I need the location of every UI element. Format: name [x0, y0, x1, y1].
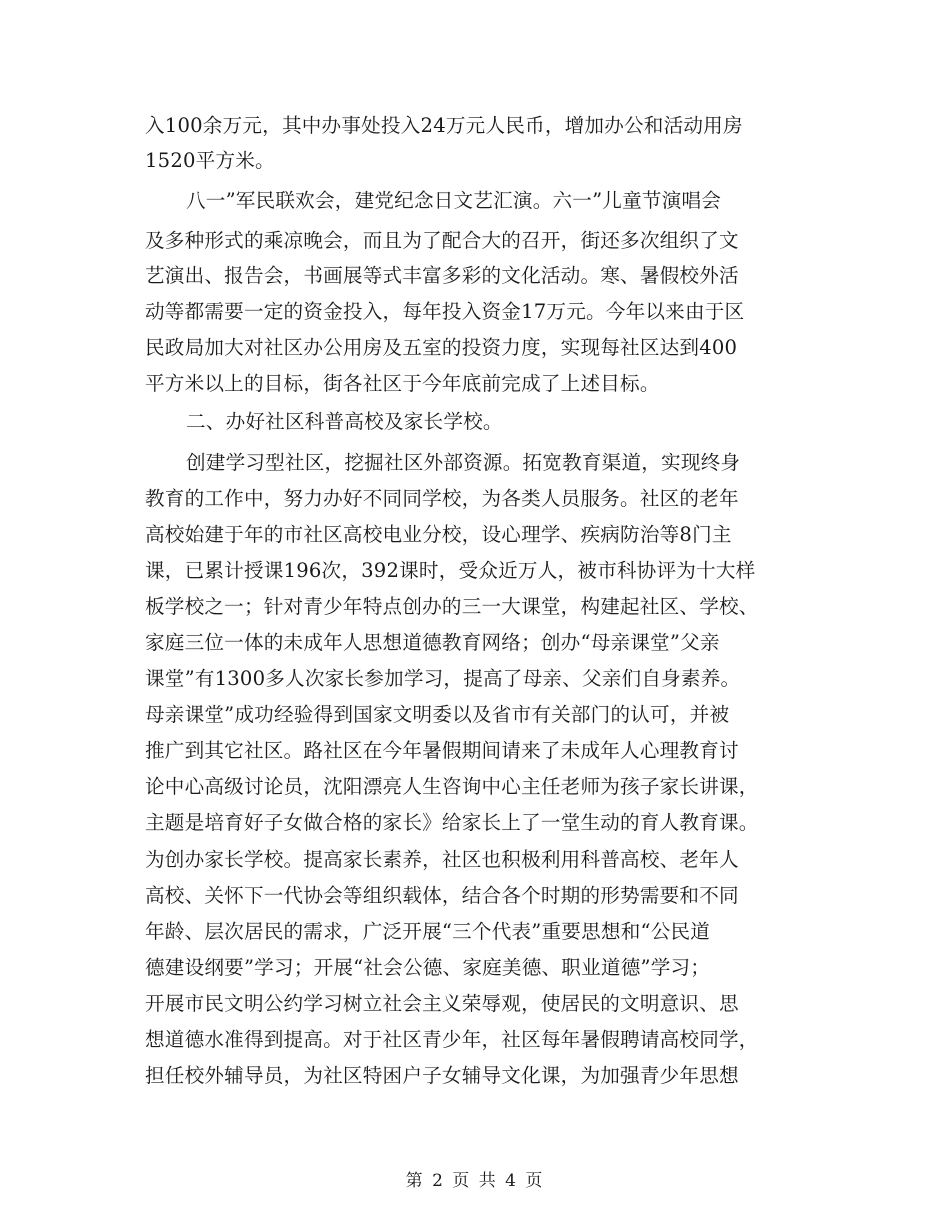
paragraph-line: 教育的工作中，努力办好不同同学校，为各类人员服务。社区的老年: [145, 487, 739, 510]
paragraph-line: 板学校之一；针对青少年特点创办的三一大课堂，构建起社区、学校、: [145, 595, 759, 618]
paragraph-line: 想道德水准得到提高。对于社区青少年，社区每年暑假聘请高校同学，: [145, 1028, 759, 1051]
paragraph-line: 平方米以上的目标，街各社区于今年底前完成了上述目标。: [145, 372, 660, 395]
paragraph-line: 年龄、层次居民的需求，广泛开展“三个代表”重要思想和“公民道: [145, 920, 711, 943]
paragraph-line: 课堂”有1300多人次家长参加学习，提高了母亲、父亲们自身素养。: [145, 667, 741, 690]
paragraph-line: 高校、关怀下一代协会等组织载体，结合各个时期的形势需要和不同: [145, 884, 739, 907]
paragraph-line: 1520平方米。: [145, 149, 275, 172]
paragraph-line: 母亲课堂”成功经验得到国家文明委以及省市有关部门的认可，并被: [145, 703, 730, 726]
page-number-footer: 第 2 页 共 4 页: [405, 1171, 545, 1191]
paragraph-line: 担任校外辅导员，为社区特困户子女辅导文化课，为加强青少年思想: [145, 1064, 739, 1087]
paragraph-line: 八一”军民联欢会，建党纪念日文艺汇演。六一”儿童节演唱会: [186, 189, 722, 212]
paragraph-line: 论中心高级讨论员，沈阳漂亮人生咨询中心主任老师为孩子家长讲课，: [145, 775, 759, 798]
paragraph-line: 家庭三位一体的未成年人思想道德教育网络；创办“母亲课堂”父亲: [145, 631, 720, 654]
paragraph-line: 为创办家长学校。提高家长素养，社区也积极利用科普高校、老年人: [145, 848, 739, 871]
section-heading: 二、办好社区科普高校及家长学校。: [186, 410, 503, 433]
paragraph-line: 开展市民文明公约学习树立社会主义荣辱观，使居民的文明意识、思: [145, 992, 739, 1015]
paragraph-line: 民政局加大对社区办公用房及五室的投资力度，实现每社区达到400: [145, 336, 738, 359]
paragraph-line: 主题是培育好子女做合格的家长》给家长上了一堂生动的育人教育课。: [145, 811, 759, 834]
paragraph-line: 艺演出、报告会，书画展等式丰富多彩的文化活动。寒、暑假校外活: [145, 264, 739, 287]
paragraph-line: 创建学习型社区，挖掘社区外部资源。拓宽教育渠道，实现终身: [186, 451, 741, 474]
paragraph-line: 入100余万元，其中办事处投入24万元人民币，增加办公和活动用房: [145, 114, 743, 137]
paragraph-line: 课，已累计授课196次，392课时，受众近万人，被市科协评为十大样: [145, 559, 756, 582]
paragraph-line: 动等都需要一定的资金投入，每年投入资金17万元。今年以来由于区: [145, 300, 745, 323]
paragraph-line: 德建设纲要”学习；开展“社会公德、家庭美德、职业道德”学习；: [145, 956, 711, 979]
paragraph-line: 及多种形式的乘凉晚会，而且为了配合大的召开，街还多次组织了文: [145, 229, 739, 252]
paragraph-line: 高校始建于年的市社区高校电业分校，设心理学、疾病防治等8门主: [145, 523, 732, 546]
paragraph-line: 推广到其它社区。路社区在今年暑假期间请来了未成年人心理教育讨: [145, 739, 739, 762]
